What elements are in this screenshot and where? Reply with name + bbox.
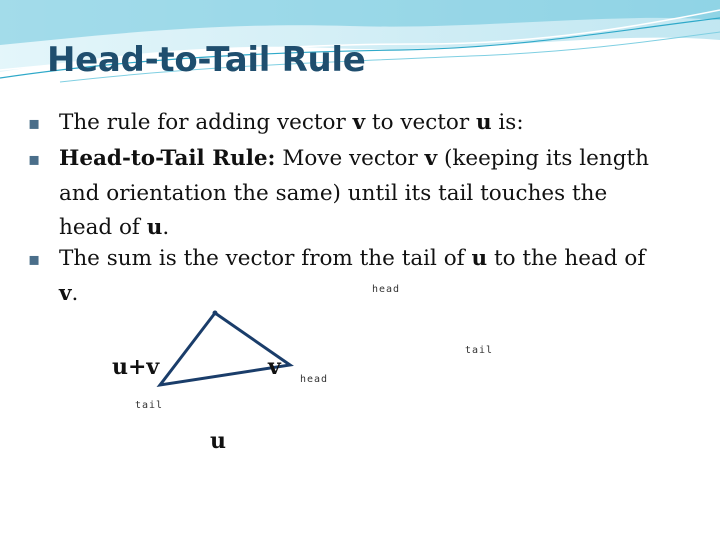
label-u: u (210, 428, 226, 454)
label-u-plus-v: u+v (112, 354, 160, 380)
head-point-top (213, 311, 218, 316)
bullet-icon: ▪ (28, 149, 41, 170)
label-head-top: head (372, 284, 401, 295)
label-tail-left: tail (135, 400, 164, 411)
bullet-1: ▪ The rule for adding vector v to vector u is: (28, 106, 708, 141)
bullet-3: ▪ The sum is the vector from the tail of u to the head of v. (28, 242, 708, 311)
label-v: v (268, 354, 281, 380)
vector-diagram (0, 270, 720, 540)
bullet-2: ▪ Head-to-Tail Rule: Move vector v (keeping its length and orientation the same) until its tail touches the head of u. (28, 142, 708, 245)
slide-title: Head-to-Tail Rule (47, 40, 366, 80)
bullet-icon: ▪ (28, 249, 41, 270)
bullet-icon: ▪ (28, 113, 41, 134)
label-tail-right: tail (465, 345, 494, 356)
label-head-right: head (300, 374, 329, 385)
